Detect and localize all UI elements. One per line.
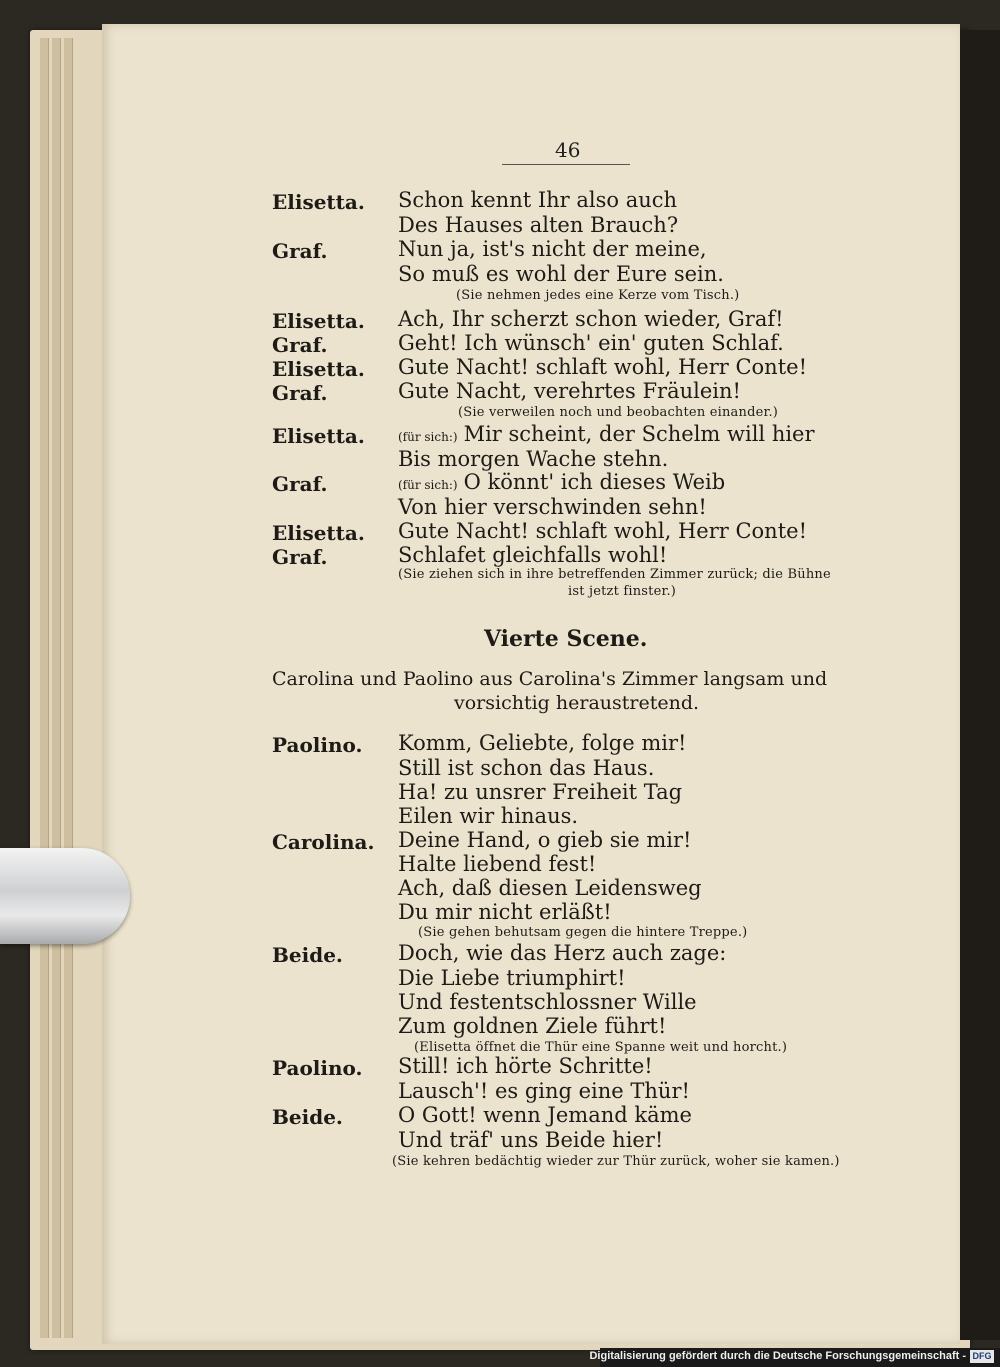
scene-description: vorsichtig heraustretend.: [454, 692, 700, 714]
verse-line: Des Hauses alten Brauch?: [398, 213, 679, 237]
verse-line: Du mir nicht erläßt!: [398, 900, 612, 924]
verse-line: Deine Hand, o gieb sie mir!: [398, 828, 692, 852]
verse-line: [398, 422, 815, 446]
speaker-name: Graf.: [272, 381, 328, 405]
verse-line: Zum goldnen Ziele führt!: [398, 1014, 667, 1038]
stage-direction: (Sie nehmen jedes eine Kerze vom Tisch.): [456, 288, 740, 303]
speaker-name: Carolina.: [272, 830, 375, 854]
verse-line: Von hier verschwinden sehn!: [398, 495, 707, 519]
verse-line: Und träf' uns Beide hier!: [398, 1128, 664, 1152]
speaker-name: Beide.: [272, 1105, 343, 1129]
verse-line: Eilen wir hinaus.: [398, 804, 579, 828]
verse-line: Still ist schon das Haus.: [398, 756, 655, 780]
verse-line: Halte liebend fest!: [398, 852, 597, 876]
speaker-name: Elisetta.: [272, 309, 365, 333]
verse-line: Komm, Geliebte, folge mir!: [398, 731, 687, 755]
speaker-name: Graf.: [272, 333, 328, 357]
page-edge: [40, 38, 49, 1338]
page-edge: [52, 38, 61, 1338]
verse-line: Nun ja, ist's nicht der meine,: [398, 237, 707, 261]
stage-direction: (Sie verweilen noch und beobachten einander.): [458, 405, 779, 420]
scan-edge-shadow: [960, 30, 1000, 1340]
verse-line: [398, 470, 725, 494]
verse-text: O könnt' ich dieses Weib: [463, 470, 726, 494]
speaker-name: Beide.: [272, 943, 343, 967]
digitization-credit: Digitalisierung gefördert durch die Deutsche Forschungsgemeinschaft -: [589, 1350, 966, 1362]
page-edge: [64, 38, 73, 1338]
verse-line: Doch, wie das Herz auch zage:: [398, 941, 727, 965]
verse-line: Die Liebe triumphirt!: [398, 966, 626, 990]
verse-line: O Gott! wenn Jemand käme: [398, 1103, 692, 1127]
verse-line: Ach, Ihr scherzt schon wieder, Graf!: [398, 307, 784, 331]
speaker-name: Graf.: [272, 545, 328, 569]
verse-line: Ha! zu unsrer Freiheit Tag: [398, 780, 683, 804]
verse-line: Schon kennt Ihr also auch: [398, 188, 678, 212]
stage-direction: ist jetzt finster.): [568, 584, 677, 599]
speaker-name: Elisetta.: [272, 357, 365, 381]
speaker-name: Elisetta.: [272, 424, 365, 448]
verse-line: Schlafet gleichfalls wohl!: [398, 543, 668, 567]
aside-marker: (für sich:): [398, 430, 458, 444]
verse-text: Mir scheint, der Schelm will hier: [463, 422, 815, 446]
verse-line: Geht! Ich wünsch' ein' guten Schlaf.: [398, 331, 784, 355]
verse-line: So muß es wohl der Eure sein.: [398, 262, 724, 286]
stage-direction: (Sie kehren bedächtig wieder zur Thür zurück, woher sie kamen.): [392, 1154, 840, 1169]
dfg-logo: DFG: [970, 1350, 994, 1363]
speaker-name: Graf.: [272, 472, 328, 496]
speaker-name: Paolino.: [272, 733, 363, 757]
stage-direction: (Elisetta öffnet die Thür eine Spanne weit und horcht.): [414, 1040, 788, 1055]
verse-line: Bis morgen Wache stehn.: [398, 447, 669, 471]
scene-title: Vierte Scene.: [484, 626, 648, 652]
verse-line: Und festentschlossner Wille: [398, 990, 697, 1014]
stage-direction: (Sie gehen behutsam gegen die hintere Treppe.): [418, 925, 748, 940]
speaker-name: Elisetta.: [272, 521, 365, 545]
verse-line: Gute Nacht! schlaft wohl, Herr Conte!: [398, 355, 808, 379]
aside-marker: (für sich:): [398, 478, 458, 492]
scene-description: Carolina und Paolino aus Carolina's Zimmer langsam und: [272, 668, 828, 690]
page-holder-clip: [0, 848, 130, 944]
verse-line: Ach, daß diesen Leidensweg: [398, 876, 702, 900]
stage-direction: (Sie ziehen sich in ihre betreffenden Zimmer zurück; die Bühne: [398, 567, 831, 582]
page-number-rule: [502, 164, 630, 165]
verse-line: Lausch'! es ging eine Thür!: [398, 1079, 690, 1103]
page-number: 46: [555, 138, 581, 162]
speaker-name: Paolino.: [272, 1056, 363, 1080]
verse-line: Still! ich hörte Schritte!: [398, 1054, 653, 1078]
verse-line: Gute Nacht, verehrtes Fräulein!: [398, 379, 741, 403]
verse-line: Gute Nacht! schlaft wohl, Herr Conte!: [398, 519, 808, 543]
speaker-name: Elisetta.: [272, 190, 365, 214]
speaker-name: Graf.: [272, 239, 328, 263]
